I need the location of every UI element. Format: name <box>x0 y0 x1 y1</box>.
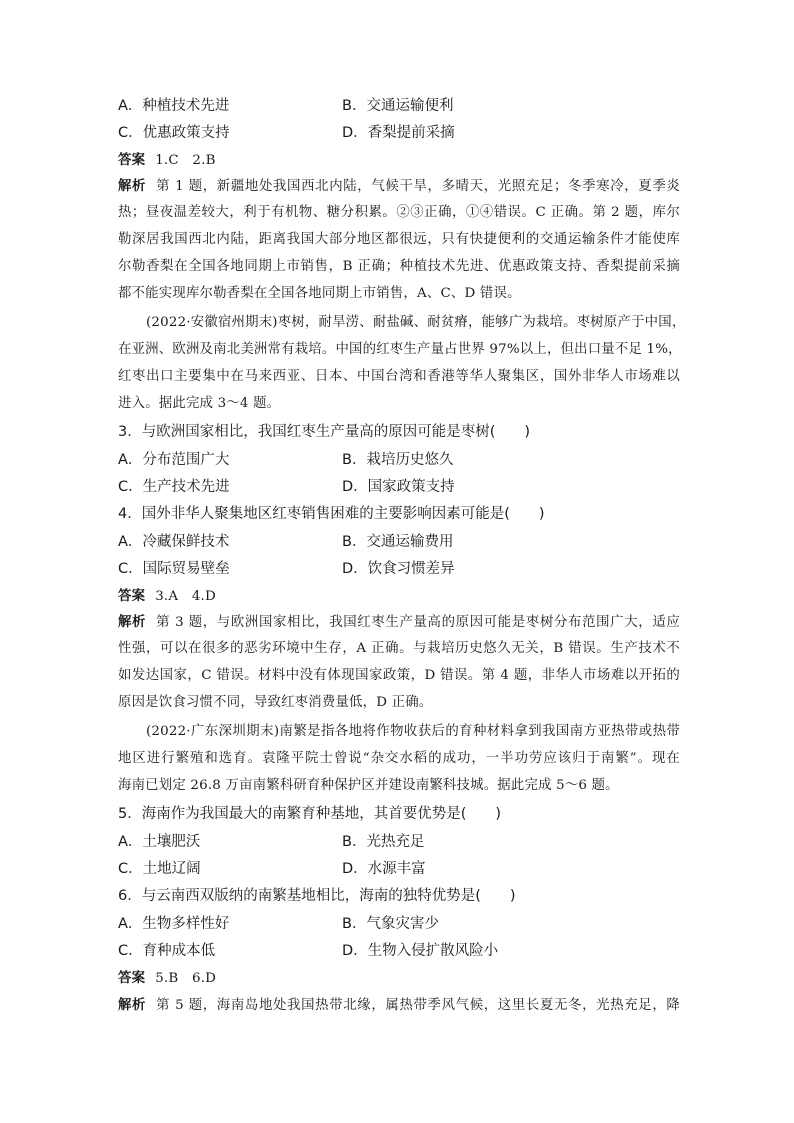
option-d: D．水源丰富 <box>342 861 426 877</box>
explanation-line <box>118 995 680 1016</box>
option-c: C．国际贸易壁垒 <box>118 561 230 577</box>
answer-line <box>118 968 680 989</box>
explanation-line: 原因是饮食习惯不同，导致红枣消费量低，D 正确。 <box>118 695 433 710</box>
option-a: A．冷藏保鲜技术 <box>118 534 230 550</box>
explanation-text: 第 5 题，海南岛地处我国热带北缘，属热带季风气候，这里长夏无冬，光热充足，降 <box>156 998 680 1013</box>
option-d: D．生物入侵扩散风险小 <box>342 943 499 959</box>
option-row <box>118 450 680 470</box>
option-a: A．种植技术先进 <box>118 98 230 114</box>
option-row <box>118 832 680 852</box>
explanation-line <box>118 176 680 197</box>
material-line: 海南已划定 26.8 万亩南繁科研育种保护区并建设南繁科技城。据此完成 5～6 题。 <box>118 778 619 793</box>
explanation-label: 解析 <box>118 614 147 630</box>
explanation-text: 第 3 题，与欧洲国家相比，我国红枣生产量高的原因可能是枣树分布范围广大，适应 <box>156 615 680 630</box>
explanation-text: 第 1 题，新疆地处我国西北内陆，气候干旱，多晴天，光照充足；冬季寒冷，夏季炎 <box>156 179 680 194</box>
option-row <box>118 941 680 961</box>
option-a: A．生物多样性好 <box>118 916 230 932</box>
option-b: B．交通运输便利 <box>342 98 454 114</box>
question-4: 4．国外非华人聚集地区红枣销售困难的主要影响因素可能是( ) <box>118 506 545 522</box>
material-line: (2022·广东深圳期末)南繁是指各地将作物收获后的育种材料拿到我国南方亚热带或热带 <box>146 724 680 739</box>
answer-label: 答案 <box>118 152 146 168</box>
explanation-line: 都不能实现库尔勒香梨在全国各地同期上市销售，A、C、D 错误。 <box>118 286 521 301</box>
explanation-line: 性强，可以在很多的恶劣环境中生存，A 正确。与栽培历史悠久无关，B 错误。生产技术不 <box>118 641 680 656</box>
answer-value: 1.C 2.B <box>155 153 216 168</box>
option-c: C．育种成本低 <box>118 943 216 959</box>
option-b: B．交通运输费用 <box>342 534 454 550</box>
answer-line <box>118 150 680 171</box>
option-row <box>118 96 680 116</box>
answer-line <box>118 586 680 607</box>
option-d: D．饮食习惯差异 <box>342 561 455 577</box>
explanation-label: 解析 <box>118 997 147 1013</box>
material-line: 在亚洲、欧洲及南北美洲常有栽培。中国的红枣生产量占世界 97%以上，但出口量不足 1%， <box>118 342 682 357</box>
option-a: A．分布范围广大 <box>118 452 230 468</box>
option-row <box>118 532 680 552</box>
question-5: 5．海南作为我国最大的南繁育种基地，其首要优势是( ) <box>118 806 502 822</box>
material-line: 地区进行繁殖和选育。袁隆平院士曾说“杂交水稻的成功，一半功劳应该归于南繁”。现在 <box>118 751 680 766</box>
option-row <box>118 559 680 579</box>
option-c: C．优惠政策支持 <box>118 125 230 141</box>
explanation-line: 热；昼夜温差较大，利于有机物、糖分积累。②③正确，①④错误。C 正确。第 2 题，库尔 <box>118 205 680 220</box>
option-b: B．栽培历史悠久 <box>342 452 454 468</box>
material-line: 进入。据此完成 3～4 题。 <box>118 396 281 411</box>
option-row <box>118 859 680 879</box>
explanation-line: 勒深居我国西北内陆，距离我国大部分地区都很远，只有快捷便利的交通运输条件才能使库 <box>118 232 680 247</box>
option-row <box>118 123 680 143</box>
explanation-line <box>118 612 680 633</box>
option-c: C．土地辽阔 <box>118 861 201 877</box>
answer-label: 答案 <box>118 588 146 604</box>
explanation-label: 解析 <box>118 178 147 194</box>
option-b: B．气象灾害少 <box>342 916 439 932</box>
option-b: B．光热充足 <box>342 834 425 850</box>
option-row <box>118 914 680 934</box>
material-line: (2022·安徽宿州期末)枣树，耐旱涝、耐盐碱、耐贫瘠，能够广为栽培。枣树原产于中国， <box>146 315 686 330</box>
explanation-line: 尔勒香梨在全国各地同期上市销售，B 正确；种植技术先进、优惠政策支持、香梨提前采摘 <box>118 259 680 274</box>
answer-value: 3.A 4.D <box>155 589 216 604</box>
question-6: 6．与云南西双版纳的南繁基地相比，海南的独特优势是( ) <box>118 888 516 904</box>
option-a: A．土壤肥沃 <box>118 834 201 850</box>
option-row <box>118 477 680 497</box>
answer-value: 5.B 6.D <box>155 971 217 986</box>
option-c: C．生产技术先进 <box>118 479 230 495</box>
answer-label: 答案 <box>118 970 146 986</box>
option-d: D．国家政策支持 <box>342 479 455 495</box>
option-d: D．香梨提前采摘 <box>342 125 455 141</box>
question-3: 3．与欧洲国家相比，我国红枣生产量高的原因可能是枣树( ) <box>118 424 531 440</box>
explanation-line: 如发达国家，C 错误。材料中没有体现国家政策，D 错误。第 4 题，非华人市场难以开拓的 <box>118 668 680 683</box>
material-line: 红枣出口主要集中在马来西亚、日本、中国台湾和香港等华人聚集区，国外非华人市场难以 <box>118 369 680 384</box>
